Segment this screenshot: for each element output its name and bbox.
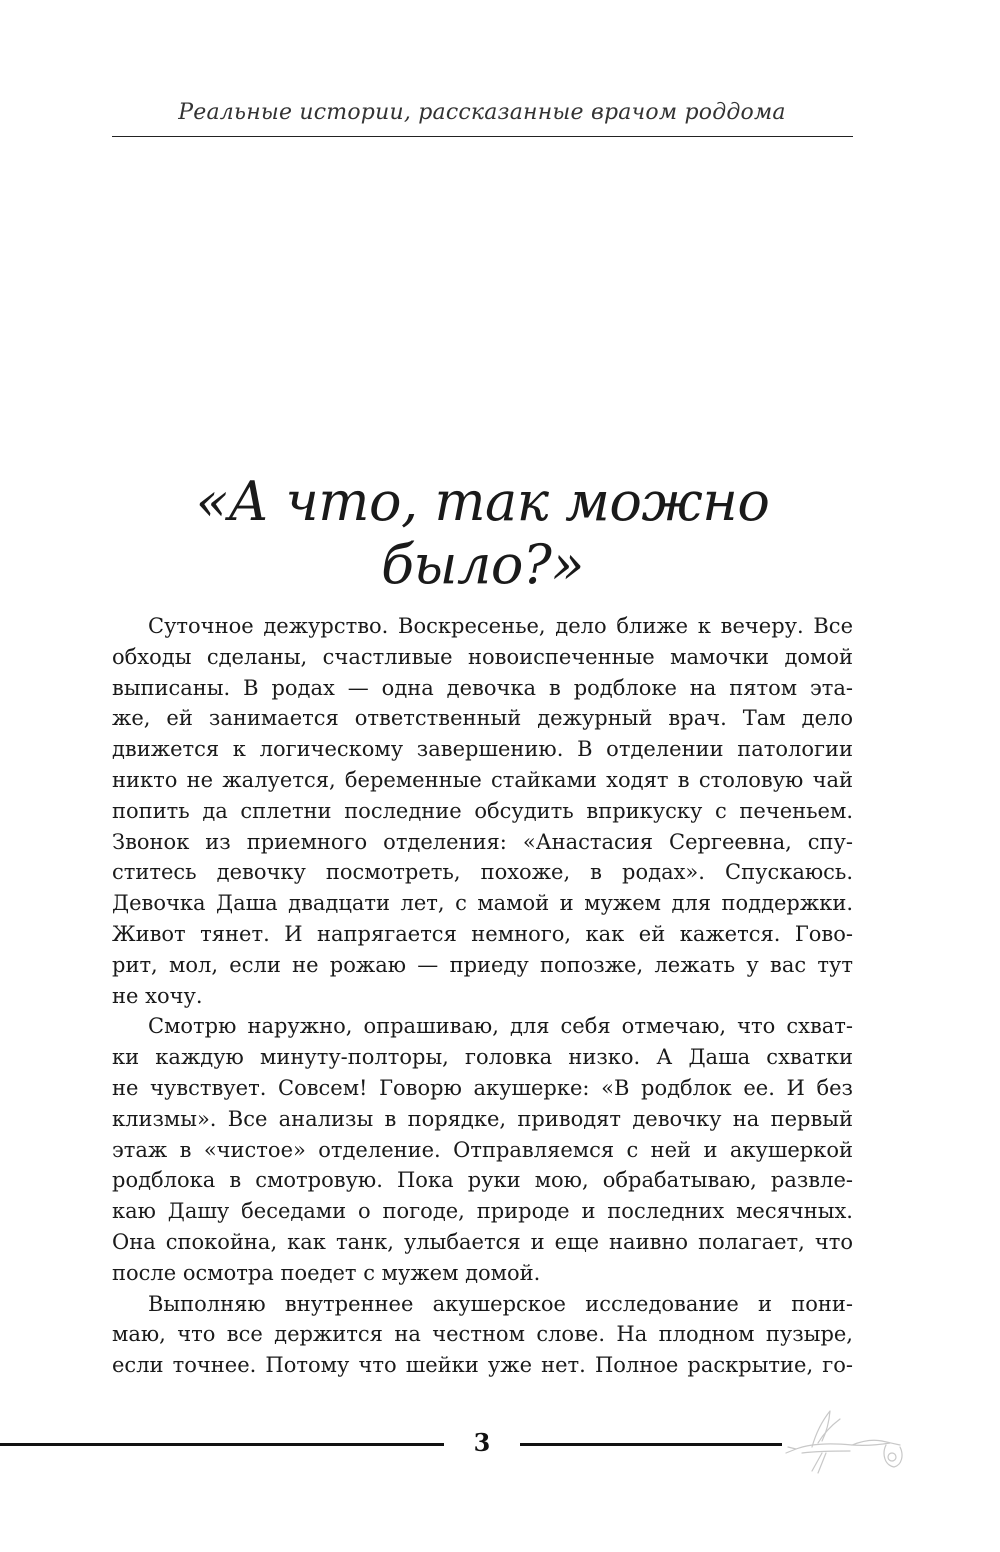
- text-line: ститесь девочку посмотреть, похоже, в родах». Спускаюсь.: [112, 860, 853, 885]
- text-line: Девочка Даша двадцати лет, с мамой и мужем для поддержки.: [112, 891, 853, 916]
- text-line: не чувствует. Совсем! Говорю акушерке: «В родблок ее. И без: [112, 1075, 853, 1100]
- text-line: Суточное дежурство. Воскресенье, дело ближе к вечеру. Все: [148, 614, 853, 638]
- text-line: Живот тянет. И напрягается немного, как ей кажется. Гово-: [112, 921, 853, 946]
- text-line: каю Дашу беседами о погоде, природе и последних месячных.: [112, 1199, 853, 1224]
- stork-icon: [782, 1405, 907, 1485]
- text-line: обходы сделаны, счастливые новоиспеченные мамочки домой: [112, 644, 853, 669]
- page-number: 3: [473, 1428, 491, 1457]
- text-line: движется к логическому завершению. В отделении патологии: [112, 737, 853, 762]
- text-line: клизмы». Все анализы в порядке, приводят девочку на первый: [112, 1106, 853, 1131]
- header-rule: [112, 136, 853, 137]
- text-line: Она спокойна, как танк, улыбается и еще наивно полагает, что: [112, 1229, 853, 1254]
- text-line: выписаны. В родах — одна девочка в родблоке на пятом эта-: [112, 675, 853, 700]
- text-line: родблока в смотровую. Пока руки мою, обрабатываю, развле-: [112, 1168, 853, 1193]
- text-line: маю, что все держится на честном слове. На плодном пузыре,: [112, 1322, 853, 1347]
- footer-rule-right: [520, 1443, 782, 1446]
- text-line: после осмотра поедет с мужем домой.: [112, 1260, 541, 1285]
- text-line: Звонок из приемного отделения: «Анастасия Сергеевна, спу-: [112, 829, 853, 854]
- chapter-title: «А что, так можно было?»: [195, 470, 770, 596]
- text-line: рит, мол, если не рожаю — приеду попозже, лежать у вас тут: [112, 952, 853, 977]
- text-line: попить да сплетни последние обсудить вприкуску с печеньем.: [112, 798, 853, 823]
- text-line: Смотрю наружно, опрашиваю, для себя отмечаю, что схват-: [148, 1014, 853, 1039]
- text-line: же, ей занимается ответственный дежурный врач. Там дело: [112, 706, 853, 731]
- text-line: ки каждую минуту-полторы, головка низко. А Даша схватки: [112, 1045, 853, 1070]
- body-text: [112, 611, 853, 1381]
- text-line: этаж в «чистое» отделение. Отправляемся с ней и акушеркой: [112, 1137, 853, 1162]
- text-line: не хочу.: [112, 983, 203, 1008]
- text-line: если точнее. Потому что шейки уже нет. Полное раскрытие, го-: [112, 1353, 853, 1378]
- text-line: никто не жалуется, беременные стайками ходят в столовую чай: [112, 767, 853, 792]
- footer-rule-left: [0, 1443, 444, 1446]
- running-head: Реальные истории, рассказанные врачом роддома: [178, 100, 786, 125]
- text-line: Выполняю внутреннее акушерское исследование и пони-: [148, 1291, 853, 1316]
